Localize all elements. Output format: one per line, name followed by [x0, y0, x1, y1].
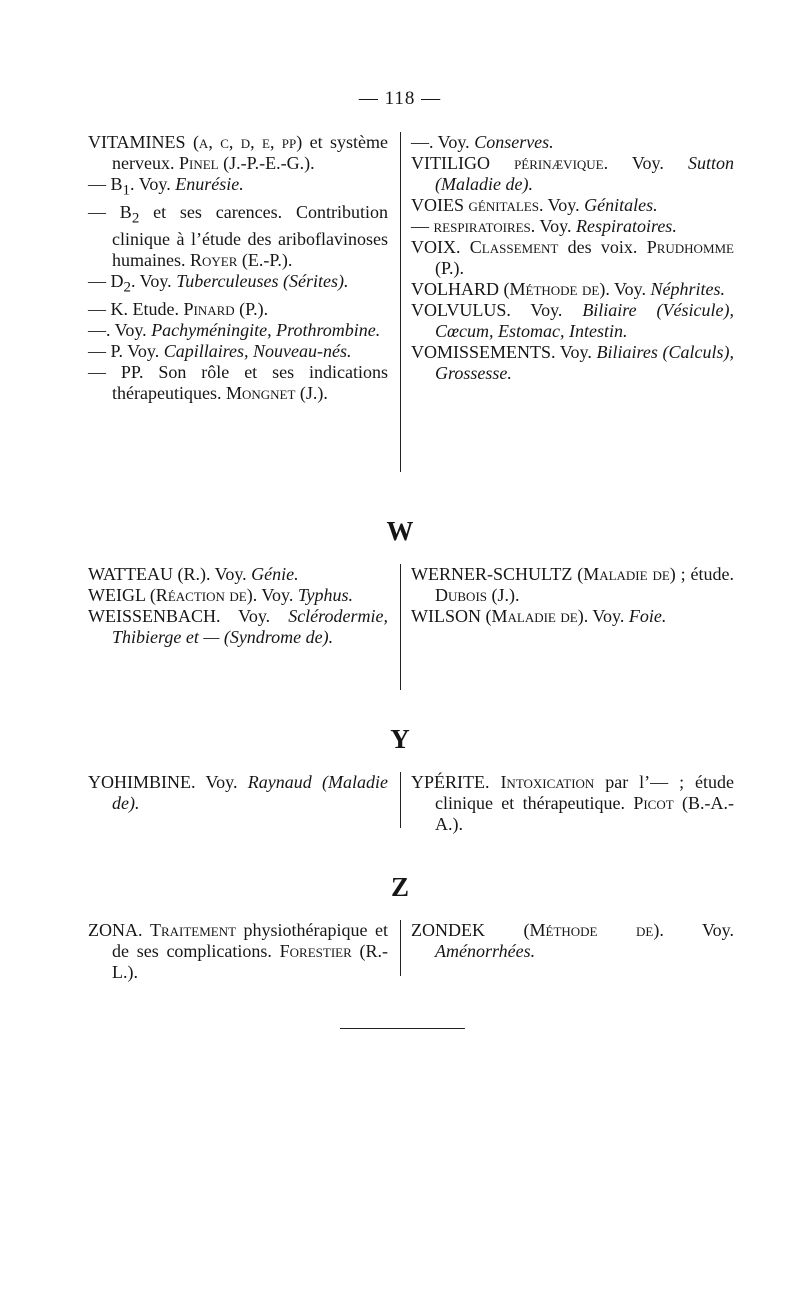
index-entry: VOIX. Classement des voix. Prudhomme (P.).: [411, 237, 734, 278]
index-entry: —. Voy. Pachyméningite, Prothrombine.: [88, 319, 381, 340]
section-z-right-column: [411, 920, 734, 962]
index-entry: — PP. Son rôle et ses indications thérapeutiques. Mongnet (J.).: [88, 361, 388, 403]
section-w: [88, 564, 734, 694]
column-divider: [400, 564, 401, 690]
section-v-left-column: [88, 132, 388, 404]
index-entry: WATTEAU (R.). Voy. Génie.: [88, 564, 299, 584]
index-entry: ZONDEK (Méthode de). Voy. Aménorrhées.: [411, 920, 734, 961]
section-letter-y: Y: [390, 724, 410, 754]
index-entry: WEIGL (Réaction de). Voy. Typhus.: [88, 585, 354, 605]
index-entry: VOLHARD (Méthode de). Voy. Néphrites.: [411, 279, 725, 299]
index-entry: —. Voy. Conserves.: [411, 132, 554, 152]
index-entry: WILSON (Maladie de). Voy. Foie.: [411, 606, 667, 626]
section-letter-z: Z: [390, 872, 409, 902]
section-letter-w: W: [386, 516, 414, 546]
section-v: [88, 132, 734, 472]
index-entry: ZONA. Traitement physiothérapique et de ses complications. Forestier (R.-L.).: [88, 920, 389, 982]
page-number: — 118 —: [358, 88, 442, 109]
index-entry: YOHIMBINE. Voy. Raynaud (Maladie de).: [88, 772, 388, 813]
index-entry: WERNER-SCHULTZ (Maladie de) ; étude. Dubois (J.).: [411, 564, 734, 605]
section-z: [88, 920, 734, 980]
column-divider: [400, 772, 401, 828]
index-entry: — respiratoires. Voy. Respiratoires.: [411, 216, 677, 236]
section-w-right-column: [411, 564, 734, 627]
index-entry: VITAMINES (a, c, d, e, pp) et système nerveux. Pinel (J.-P.-E.-G.).: [88, 132, 388, 173]
index-entry: — $D_2$. Voy. Tuberculeuses (Sérites).: [88, 271, 349, 296]
index-entry: — P. Voy. Capillaires, Nouveau-nés.: [88, 340, 352, 361]
index-entry: — K. Etude. Pinard (P.).: [88, 298, 269, 319]
index-entry: WEISSENBACH. Voy. Sclérodermie, Thibierge et — (Syndrome de).: [88, 606, 388, 647]
section-y-right-column: [411, 772, 734, 835]
index-entry: — $B_1$. Voy. Enurésie.: [88, 174, 244, 199]
column-divider: [400, 132, 401, 472]
index-entry: VOMISSEMENTS. Voy. Biliaires (Calculs), Grossesse.: [411, 342, 734, 383]
column-divider: [400, 920, 401, 976]
end-rule: [340, 1028, 465, 1029]
index-entry: VOLVULUS. Voy. Biliaire (Vésicule), Cœcum, Estomac, Intestin.: [411, 300, 734, 341]
section-v-right-column: [411, 132, 734, 384]
section-z-left-column: [88, 920, 388, 983]
index-entry: YPÉRITE. Intoxication par l’— ; étude clinique et thérapeutique. Picot (B.-A.-A.).: [411, 772, 734, 834]
section-y-left-column: [88, 772, 388, 814]
index-entry: VITILIGO périnævique. Voy. Sutton (Maladie de).: [411, 153, 734, 194]
section-w-left-column: [88, 564, 388, 648]
index-entry: VOIES génitales. Voy. Génitales.: [411, 195, 658, 215]
section-y: [88, 772, 734, 832]
index-entry: — $B_2$ et ses carences. Contribution clinique à l’étude des ariboflavinoses humaines. Royer (E.-P.).: [88, 201, 388, 271]
